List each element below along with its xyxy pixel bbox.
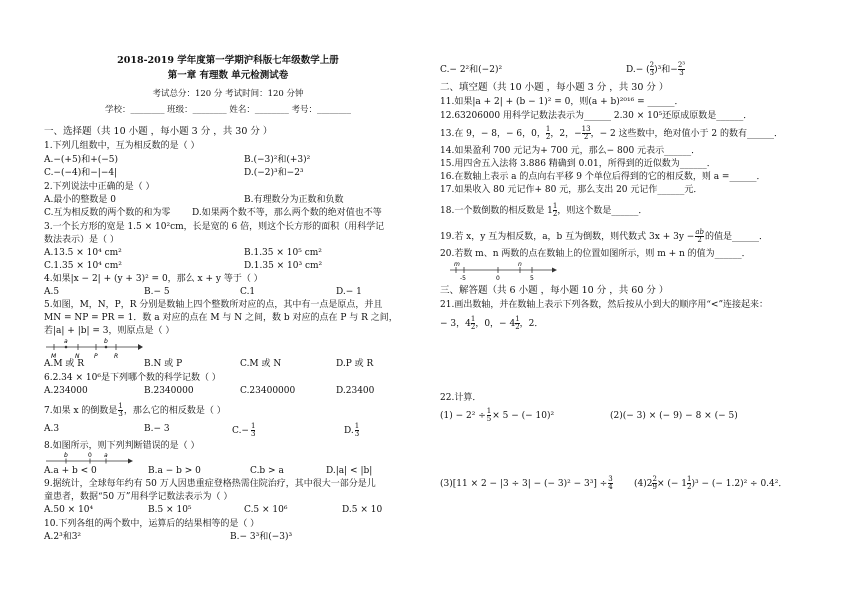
- frac-num: 2: [652, 475, 657, 483]
- q17: 17.如果收入 80 元记作+ 80 元，那么支出 20 元记作______元．: [440, 185, 703, 195]
- q9-option-b: B.5 × 10⁵: [148, 505, 192, 515]
- label-m: m: [454, 261, 460, 268]
- frac-den: 2: [545, 133, 551, 141]
- q10-option-b: B.− 3³和(−3)³: [230, 532, 293, 542]
- q3-option-b: B.1.35 × 10⁵ cm²: [244, 248, 322, 258]
- q15: 15.用四舍五入法将 3.886 精确到 0.01，所得到的近似数为______．: [440, 159, 716, 169]
- exam-title: 2018-2019 学年度第一学期沪科版七年级数学上册: [117, 55, 339, 66]
- frac-num: 1: [470, 315, 476, 323]
- q1-stem: 1.下列几组数中，互为相反数的是（ ）: [44, 141, 200, 151]
- q2-option-b: B.有理数分为正数和负数: [244, 195, 344, 205]
- label-n: n: [518, 261, 522, 268]
- frac-num: 1: [486, 407, 492, 415]
- label-r: R: [114, 353, 119, 359]
- q9-option-c: C.5 × 10⁶: [244, 505, 288, 515]
- q8-option-c: C.b > a: [250, 466, 284, 476]
- q13-fraction2: [582, 126, 591, 141]
- q3-option-d: D.1.35 × 10³ cm²: [244, 261, 323, 271]
- q7-fraction: [118, 403, 122, 418]
- q18-post: ，则这个数是______．: [557, 206, 648, 216]
- q5-option-a: A.M 或 R: [44, 359, 85, 369]
- q10d-pre: D.− (: [626, 65, 650, 75]
- q22-item-1: [440, 408, 554, 423]
- q16: 16.在数轴上表示 a 的点向右平移 9 个单位后得到的它的相反数，则 a =______．: [440, 172, 766, 182]
- q6-option-d: D.23400: [336, 386, 375, 396]
- q5-option-c: C.M 或 N: [240, 359, 282, 369]
- q22-1-fraction: [487, 408, 491, 423]
- q6-stem: 6.2.34 × 10⁶是下列哪个数的科学记数（ ）: [44, 373, 221, 383]
- q22-3-pre: (3)[11 × 2 − |3 ÷ 3| − (− 3)² − 3³] ÷: [440, 479, 608, 489]
- q21-part-c: ，2．: [519, 319, 544, 329]
- q9-stem-line1: 9.据统计，全球每年约有 50 万人因患重症登格热需住院治疗，其中很大一部分是儿: [44, 479, 376, 489]
- q22-item-2: (2)(− 3) × (− 9) − 8 × (− 5): [610, 411, 738, 421]
- q7-option-a: A.3: [44, 424, 60, 434]
- frac-den: 5: [486, 415, 492, 423]
- axis-arrow-icon: [128, 459, 133, 464]
- q10-option-d: [626, 62, 685, 77]
- q20-number-line: [448, 260, 558, 282]
- q18: [440, 203, 647, 218]
- q4-stem: 4.如果|x − 2| + (y + 3)² = 0，那么 x + y 等于（ ）: [44, 274, 263, 284]
- q2-stem: 2.下列说法中正确的是（ ）: [44, 182, 155, 192]
- frac-num: 1: [118, 402, 123, 410]
- q22-item-3: [440, 476, 613, 491]
- section-fill-heading: 二、填空题（共 10 小题 ，每小题 3 分 ，共 30 分 ）: [440, 82, 669, 93]
- q10d-mid: )³和−: [654, 65, 678, 75]
- q10-option-a: A.2³和3²: [44, 532, 82, 542]
- q4-option-a: A.5: [44, 287, 60, 297]
- q10d-fraction2: [678, 62, 685, 77]
- frac-den: 2: [470, 323, 476, 331]
- axis-arrow-icon: [138, 344, 143, 350]
- q8-option-d: D.|a| < |b|: [326, 466, 373, 476]
- frac-num: 3: [608, 475, 613, 483]
- q10-stem: 10.下列各组的两个数中，运算后的结果相等的是（ ）: [44, 519, 260, 529]
- q9-option-a: A.50 × 10⁴: [44, 505, 94, 515]
- label-b: b: [64, 452, 68, 459]
- q4-option-d: D.− 1: [336, 287, 362, 297]
- q5-option-b: B.N 或 P: [144, 359, 183, 369]
- frac-num: 1: [515, 315, 520, 323]
- q22-4-pre: (4)2: [634, 479, 653, 489]
- q19-post: 的值是______．: [704, 232, 768, 242]
- frac-den: 3: [250, 430, 256, 438]
- q22-4-post: )³ − (− 1.2)² ÷ 0.4²．: [691, 479, 788, 489]
- q6-option-a: A.234000: [44, 386, 88, 396]
- student-info-fields: 学校：________ 班级：________ 姓名：________ 考号：________: [104, 105, 352, 115]
- q7-stem-pre: 7.如果 x 的倒数是: [44, 406, 118, 416]
- q5-stem-line1: 5.如图，M，N，P，R 分别是数轴上四个整数所对应的点，其中有一点是原点，并且: [44, 300, 383, 310]
- q13-mid: ，2，−: [550, 129, 582, 139]
- q22-1-pre: (1) − 2² ÷: [440, 411, 486, 421]
- q19-pre: 19.若 x，y 互为相反数，a，b 互为倒数，则代数式 3x + 3y −: [440, 232, 695, 242]
- q7c-label: C.−: [232, 426, 249, 436]
- q2-option-c: C.互为相反数的两个数的和为零: [44, 208, 171, 218]
- frac-num: 1: [250, 422, 256, 430]
- label-0: 0: [496, 275, 500, 282]
- q3-stem-line1: 3.一个长方形的宽是 1.5 × 10²cm，长是宽的 6 倍，则这个长方形的面积（用科学记: [44, 222, 385, 232]
- q6-option-c: C.23400000: [240, 386, 296, 396]
- exam-subtitle: 第一章 有理数 单元检测试卷: [167, 70, 289, 81]
- label-p: P: [94, 353, 98, 359]
- frac-den: 3: [649, 69, 655, 77]
- q9-option-d: D.5 × 10: [342, 505, 383, 515]
- q8-stem: 8.如图所示，则下列判断错误的是（ ）: [44, 441, 200, 451]
- frac-num: 13: [581, 125, 591, 133]
- q13-post: ，− 2 这些数中，绝对值小于 2 的数有______．: [590, 129, 783, 139]
- q20: 20.若数 m、n 两数的点在数轴上的位置如图所示，则 m + n 的值为______．: [440, 249, 751, 259]
- frac-den: 3: [679, 69, 684, 77]
- q7c-fraction: [251, 423, 255, 438]
- q3-option-c: C.1.35 × 10⁴ cm²: [44, 261, 122, 271]
- q8-option-a: A.a + b < 0: [44, 466, 97, 476]
- q1-option-c: C.−(−4)和−|−4|: [44, 168, 118, 178]
- q21-part-a: − 3，4: [440, 319, 471, 329]
- q22-stem: 22.计算．: [440, 393, 482, 403]
- q7d-fraction: [355, 423, 359, 438]
- label-a: a: [64, 338, 68, 345]
- section-choice-heading: 一、选择题（共 10 小题 ，每小题 3 分 ，共 30 分 ）: [44, 126, 273, 137]
- point-a: [65, 346, 68, 349]
- q21-part-b: ，0，− 4: [475, 319, 516, 329]
- q2-option-d: D.如果两个数不等，那么两个数的绝对值也不等: [192, 208, 382, 218]
- frac-num: ab: [695, 228, 704, 236]
- frac-den: 4: [608, 483, 613, 491]
- q8-number-line: [44, 452, 134, 466]
- q2-option-a: A.最小的整数是 0: [44, 195, 116, 205]
- frac-num: 2: [649, 61, 655, 69]
- point-b: [105, 346, 108, 349]
- q21-line2: [440, 316, 543, 331]
- q1-option-d: D.(−2)³和−2³: [244, 168, 304, 178]
- exam-meta: 考试总分：120 分 考试时间：120 分钟: [152, 89, 304, 99]
- q13: [440, 126, 783, 141]
- q8-option-b: B.a − b > 0: [148, 466, 201, 476]
- frac-den: 2: [583, 133, 589, 141]
- q7d-label: D.: [344, 426, 354, 436]
- frac-num: 1: [687, 475, 692, 483]
- label-a: a: [104, 452, 108, 459]
- frac-den: 2: [515, 323, 520, 331]
- section-answer-heading: 三、解答题（共 6 小题 ，每小题 10 分 ，共 60 分 ）: [440, 285, 669, 296]
- q9-stem-line2: 童患者，数据“50 万”用科学记数法表示为（ ）: [44, 492, 233, 502]
- q22-3-fraction: [608, 476, 612, 491]
- q5-stem-line3: 若|a| + |b| = 3，则原点是（ ）: [44, 326, 175, 336]
- q7-option-c: [232, 423, 255, 438]
- q18-pre: 18.一个数倒数的相反数是 1: [440, 206, 553, 216]
- frac-den: 9: [652, 483, 657, 491]
- q14: 14.如果盈利 700 元记为+ 700 元，那么− 800 元表示______．: [440, 146, 701, 156]
- axis-arrow-icon: [552, 268, 557, 273]
- frac-den: 2: [697, 236, 702, 244]
- q3-stem-line2: 数法表示）是（ ）: [44, 235, 119, 245]
- q7-option-b: B.− 3: [144, 424, 170, 434]
- q5-stem-line2: MN = NP = PR = 1．数 a 对应的点在 M 与 N 之间，数 b 对应的点在 P 与 R 之间，: [44, 313, 398, 323]
- label-m: M: [51, 353, 57, 359]
- frac-num: 1: [545, 125, 551, 133]
- frac-den: 2: [552, 210, 558, 218]
- q13-pre: 13.在 9，− 8，− 6，0，: [440, 129, 546, 139]
- label-n: N: [75, 353, 80, 359]
- q7-stem-post: ，那么它的相反数是（ ）: [123, 406, 226, 416]
- q4-option-b: B.− 5: [144, 287, 170, 297]
- frac-num: 1: [354, 422, 360, 430]
- frac-den: 3: [118, 410, 123, 418]
- q22-item-4: [634, 476, 787, 491]
- frac-num: 1: [552, 202, 558, 210]
- q10-option-c: C.− 2²和(−2)²: [440, 65, 503, 75]
- q12: 12.63206000 用科学记数法表示为______ 2.30 × 10⁵还原成原数是______．: [440, 111, 753, 121]
- label-5: 5: [530, 275, 534, 282]
- q1-option-b: B.(−3)²和(+3)²: [244, 155, 311, 165]
- q22-4-mid: × (− 1: [656, 479, 687, 489]
- q19: [440, 229, 768, 244]
- q5-number-line: [44, 337, 144, 359]
- frac-den: 3: [354, 430, 360, 438]
- q7-option-d: [344, 423, 359, 438]
- frac-den: 2: [687, 483, 692, 491]
- q4-option-c: C.1: [240, 287, 256, 297]
- q3-option-a: A.13.5 × 10⁴ cm²: [44, 248, 122, 258]
- q1-option-a: A.−(+5)和+(−5): [44, 155, 119, 165]
- q21-line1: 21.画出数轴，并在数轴上表示下列各数，然后按从小到大的顺序用“<”连接起来：: [440, 300, 769, 310]
- label-b: b: [104, 338, 108, 345]
- label-minus5: -5: [460, 275, 466, 282]
- q7-stem: [44, 403, 226, 418]
- frac-num: 2³: [677, 61, 686, 69]
- q5-option-d: D.P 或 R: [336, 359, 374, 369]
- label-0: 0: [88, 452, 92, 459]
- q19-fraction: [695, 229, 704, 244]
- q6-option-b: B.2340000: [144, 386, 194, 396]
- q22-1-post: × 5 − (− 10)²: [492, 411, 555, 421]
- q11: 11.如果|a + 2| + (b − 1)² = 0，则(a + b)²⁰¹⁶ = ______．: [440, 97, 684, 107]
